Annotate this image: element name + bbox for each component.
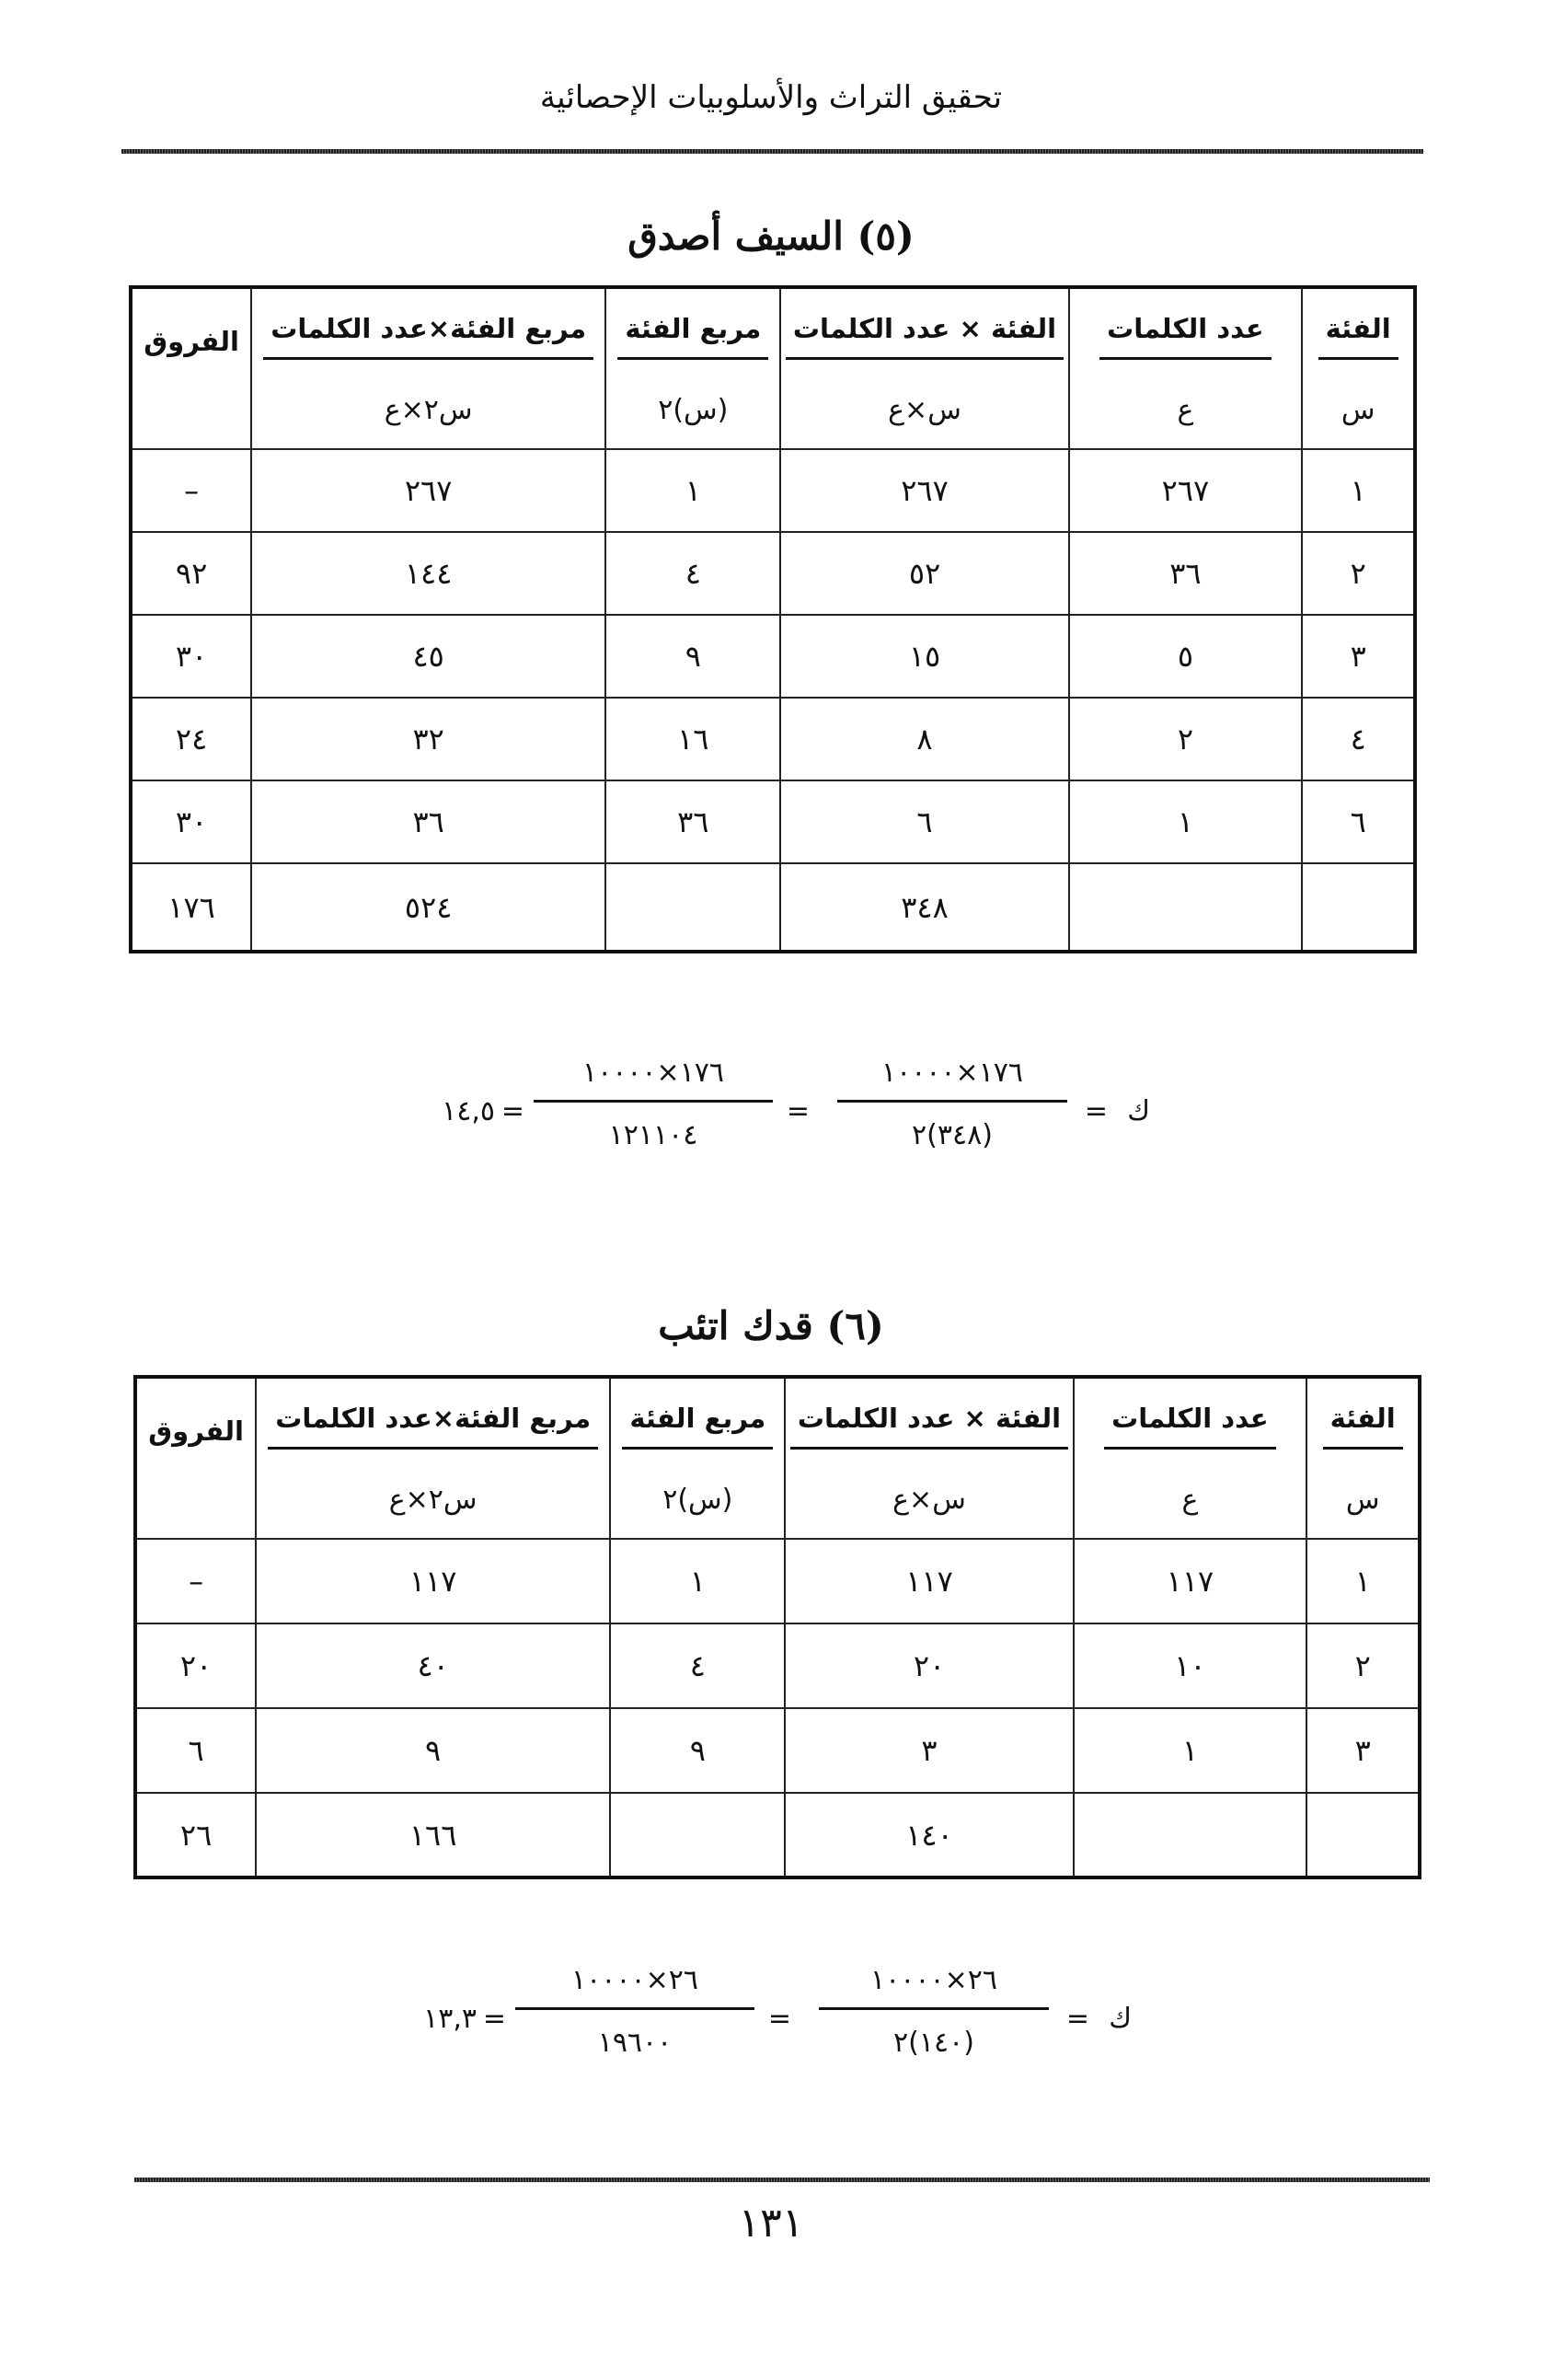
table-cell: ٣٠	[131, 615, 251, 698]
formula-k: ك	[1109, 2003, 1132, 2035]
bottom-rule	[134, 2178, 1430, 2182]
table-row	[131, 698, 1415, 780]
column-header: الفئة × عدد الكلمات	[780, 287, 1068, 372]
table-cell: ١٥	[780, 615, 1068, 698]
formula-equals: =	[482, 2003, 506, 2035]
column-header: الفئة × عدد الكلمات	[785, 1377, 1073, 1462]
table-cell: ٦	[1302, 780, 1415, 863]
table-cell: ٤	[1302, 698, 1415, 780]
formula-fraction	[837, 1057, 1067, 1151]
fraction-numerator: ١٧٦×١٠٠٠٠	[534, 1057, 773, 1103]
table-cell: ٤٠	[256, 1623, 610, 1708]
column-header: الفئة	[1306, 1377, 1420, 1462]
column-header: مربع الفئة×عدد الكلمات	[251, 287, 605, 372]
table-cell: –	[135, 1539, 256, 1623]
table-cell: ٢٦٧	[1069, 449, 1303, 532]
totals-row	[135, 1793, 1420, 1877]
formula	[377, 1964, 1132, 2093]
fraction-numerator: ١٧٦×١٠٠٠٠	[837, 1057, 1067, 1103]
fraction-denominator: (١٤٠)٢	[893, 2027, 974, 2059]
table-cell: ١٦٦	[256, 1793, 610, 1877]
table-cell: ٤	[605, 532, 780, 615]
table-row	[135, 1539, 1420, 1623]
table-cell: ٢٤	[131, 698, 251, 780]
table-cell: ٢	[1069, 698, 1303, 780]
table-cell: –	[131, 449, 251, 532]
column-symbol: س×ع	[780, 372, 1068, 449]
table-cell: ٤	[610, 1623, 785, 1708]
table-cell: ٢٦٧	[251, 449, 605, 532]
page-number: ١٣١	[738, 2200, 804, 2247]
column-header: عدد الكلمات	[1074, 1377, 1307, 1462]
table-cell: ٥	[1069, 615, 1303, 698]
table-cell: ٥٢٤	[251, 863, 605, 952]
table-cell	[1306, 1793, 1420, 1877]
table-cell: ١١٧	[1074, 1539, 1307, 1623]
table-cell	[610, 1793, 785, 1877]
column-header: مربع الفئة	[610, 1377, 785, 1462]
column-symbol: س×ع	[785, 1462, 1073, 1539]
table-cell: ٦	[135, 1708, 256, 1793]
table-cell: ٢٠	[785, 1623, 1073, 1708]
table-cell: ١١٧	[256, 1539, 610, 1623]
table-cell: ٢	[1302, 532, 1415, 615]
table-cell: ٣٢	[251, 698, 605, 780]
table-row	[131, 449, 1415, 532]
table-cell: ٨	[780, 698, 1068, 780]
table-cell: ١	[605, 449, 780, 532]
column-symbol: ع	[1074, 1462, 1307, 1539]
table-cell: ١١٧	[785, 1539, 1073, 1623]
fraction-denominator: (٣٤٨)٢	[912, 1119, 993, 1151]
table-cell: ٣	[1302, 615, 1415, 698]
formula-result: ١٤,٥	[442, 1095, 495, 1127]
table-cell: ٩٢	[131, 532, 251, 615]
formula-equals: =	[501, 1095, 524, 1127]
table-row	[131, 780, 1415, 863]
column-header: مربع الفئة×عدد الكلمات	[256, 1377, 610, 1462]
statistics-table	[129, 285, 1417, 953]
table-cell: ٣	[785, 1708, 1073, 1793]
formula	[377, 1057, 1150, 1185]
running-head-title: تحقيق التراث والأسلوبيات الإحصائية	[539, 79, 1003, 116]
table-cell: ١	[610, 1539, 785, 1623]
table-row	[131, 532, 1415, 615]
table-cell: ١	[1306, 1539, 1420, 1623]
table-row	[135, 1708, 1420, 1793]
column-symbol: س	[1302, 372, 1415, 449]
table-cell: ٣	[1306, 1708, 1420, 1793]
column-header: الفروق	[135, 1377, 256, 1539]
column-symbol: (س)٢	[605, 372, 780, 449]
formula-k: ك	[1127, 1095, 1150, 1127]
table-cell: ٦	[780, 780, 1068, 863]
table-cell: ٥٢	[780, 532, 1068, 615]
table-cell: ١٧٦	[131, 863, 251, 952]
table-cell: ٣٠	[131, 780, 251, 863]
column-symbol: س	[1306, 1462, 1420, 1539]
totals-row	[131, 863, 1415, 952]
column-header: الفئة	[1302, 287, 1415, 372]
table-cell: ١	[1302, 449, 1415, 532]
table-cell: ٢٦٧	[780, 449, 1068, 532]
column-header: مربع الفئة	[605, 287, 780, 372]
table-cell: ٩	[610, 1708, 785, 1793]
column-symbol: ع	[1069, 372, 1303, 449]
formula-fraction	[819, 1964, 1049, 2059]
table-cell: ٩	[605, 615, 780, 698]
table-cell: ١	[1074, 1708, 1307, 1793]
top-rule	[121, 149, 1423, 154]
column-symbol: س٢×ع	[251, 372, 605, 449]
fraction-numerator: ٢٦×١٠٠٠٠	[819, 1964, 1049, 2010]
table-cell: ٤٥	[251, 615, 605, 698]
column-header: الفروق	[131, 287, 251, 449]
table-row	[135, 1623, 1420, 1708]
statistics-table	[133, 1375, 1421, 1879]
table-cell	[1069, 863, 1303, 952]
table-cell: ١	[1069, 780, 1303, 863]
fraction-denominator: ١٢١١٠٤	[608, 1119, 698, 1151]
table-cell: ٣٦	[605, 780, 780, 863]
formula-fraction	[534, 1057, 773, 1151]
section-title: (٥) السيف أصدق	[627, 214, 915, 259]
table-cell	[1074, 1793, 1307, 1877]
table-cell: ١٦	[605, 698, 780, 780]
table-cell: ١٤٠	[785, 1793, 1073, 1877]
table-cell: ٣٦	[1069, 532, 1303, 615]
table-row	[131, 615, 1415, 698]
table-cell: ٣٤٨	[780, 863, 1068, 952]
table-cell	[1302, 863, 1415, 952]
column-header: عدد الكلمات	[1069, 287, 1303, 372]
formula-fraction	[515, 1964, 754, 2059]
formula-equals: =	[786, 1095, 810, 1127]
formula-result: ١٣,٣	[423, 2003, 477, 2035]
formula-equals: =	[1084, 1095, 1108, 1127]
fraction-denominator: ١٩٦٠٠	[597, 2027, 673, 2059]
fraction-numerator: ٢٦×١٠٠٠٠	[515, 1964, 754, 2010]
section-title: (٦) قدك اتئب	[658, 1303, 884, 1348]
formula-equals: =	[1065, 2003, 1089, 2035]
formula-equals: =	[767, 2003, 791, 2035]
table-cell: ١٤٤	[251, 532, 605, 615]
table-cell: ٩	[256, 1708, 610, 1793]
table-cell: ٣٦	[251, 780, 605, 863]
table-cell: ٢٦	[135, 1793, 256, 1877]
table-cell: ٢	[1306, 1623, 1420, 1708]
table-cell: ٢٠	[135, 1623, 256, 1708]
column-symbol: س٢×ع	[256, 1462, 610, 1539]
table-cell: ١٠	[1074, 1623, 1307, 1708]
column-symbol: (س)٢	[610, 1462, 785, 1539]
table-cell	[605, 863, 780, 952]
